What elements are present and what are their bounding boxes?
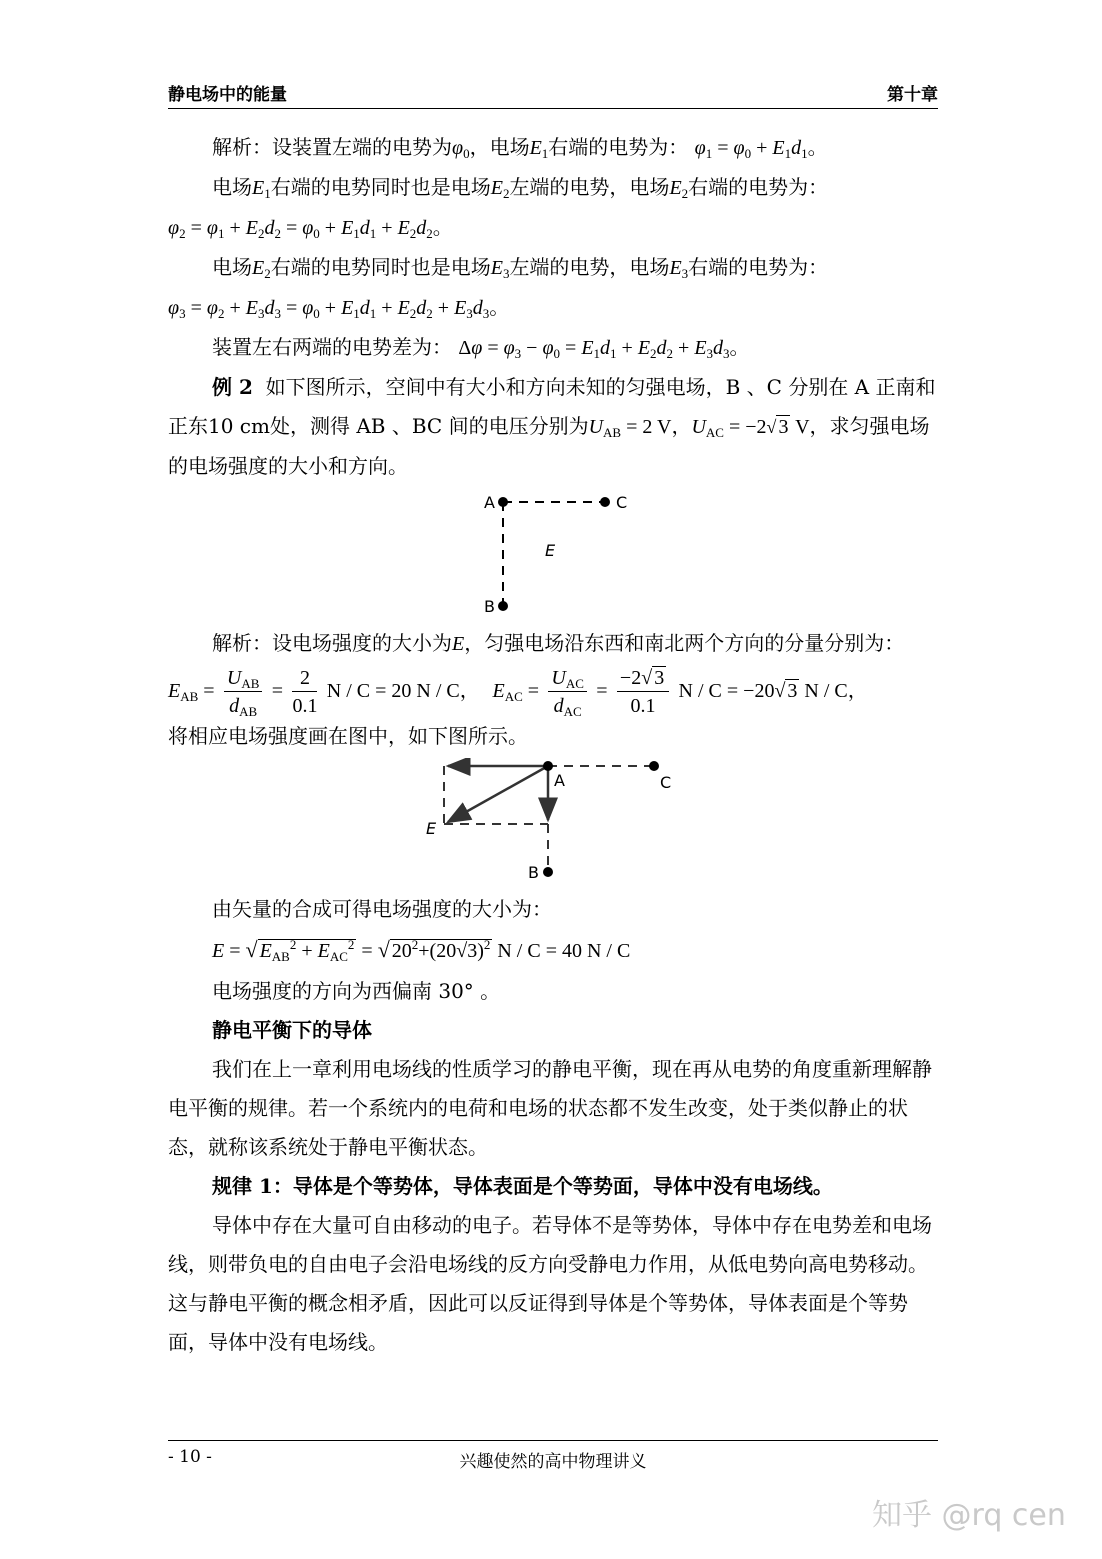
text: 求匀强电场的电场强度的大小和方向。 bbox=[168, 414, 930, 478]
text: 解析：设电场强度的大小为 bbox=[212, 631, 452, 655]
label-c: C bbox=[616, 493, 628, 512]
text: 左端的电势，电场 bbox=[509, 175, 670, 199]
paragraph-potential-e1: 解析：设装置左端的电势为$\varphi_0$，电场$E_1$右端的电势为： $\varphi_1 = \varphi_0 + E_1d_1$。 bbox=[212, 135, 828, 161]
label-b: B bbox=[484, 597, 495, 616]
point-b bbox=[498, 601, 508, 611]
section-title bbox=[168, 1011, 938, 1050]
text: ， bbox=[459, 678, 480, 702]
watermark: 知乎 @rq cen bbox=[872, 1498, 1066, 1533]
example-2-problem: 例 2 如下图所示，空间中有大小和方向未知的匀强电场，B 、C 分别在 A 正南和正东10 cm处，测得 AB 、BC 间的电压分别为$U_{AB} = 2$ V，$U_{AC} = -2√$ 3 V，求匀强电场的电场强度的大小和方向。 bbox=[168, 375, 936, 478]
text: 右端的电势为： bbox=[688, 175, 829, 199]
magnitude-intro bbox=[168, 890, 938, 929]
paragraph-potential-difference: 装置左右两端的电势差为： $\Delta\varphi = \varphi_3 - \varphi_0 = E_1d_1 + E_2d_2 + E_3d_3$。 bbox=[212, 335, 750, 361]
text: 右端的电势同时也是电场 bbox=[270, 175, 491, 199]
text: 。 bbox=[807, 135, 828, 159]
text: ，电场 bbox=[469, 135, 530, 159]
text: 由矢量的合成可得电场强度的大小为： bbox=[212, 897, 552, 921]
label-e: E bbox=[545, 541, 556, 560]
page-number: - 10 - bbox=[168, 1447, 212, 1467]
text: 导体中存在大量可自由移动的电子。若导体不是等势体，导体中存在电势差和电场线，则带负电的自由电子会沿电场线的反方向受静电力作用，从低电势向高电势移动。这与静电平衡的概念相矛盾，因此可以反证得到导体是个等势体，导体表面是个等势面，导体中没有电场线。 bbox=[168, 1212, 932, 1354]
text: 如下图所示，空间中有大小和方向未知的匀强电场，B 、C 分别在 A 正南和正东 bbox=[168, 375, 936, 438]
figure-vector-sum bbox=[418, 758, 688, 888]
text: ， bbox=[671, 414, 692, 438]
rule-1 bbox=[168, 1167, 938, 1206]
section-paragraph-1 bbox=[168, 1050, 938, 1167]
text: 解析：设装置左端的电势为 bbox=[212, 135, 452, 159]
text: 右端的电势为： bbox=[688, 255, 829, 279]
equation-magnitude: E = √ $E_{AB}^2 + E_{AC}^2$ = √ $20^2+(20√3)^2$ N / C = 40 N / C bbox=[212, 937, 631, 964]
text: 右端的电势同时也是电场 bbox=[270, 255, 491, 279]
example-label: 例 2 bbox=[212, 375, 253, 399]
label-a: A bbox=[554, 771, 565, 790]
analysis-2: 解析：设电场强度的大小为E，匀强电场沿东西和南北两个方向的分量分别为： bbox=[212, 631, 905, 655]
text: ， bbox=[809, 414, 830, 438]
text: 我们在上一章利用电场线的性质学习的静电平衡，现在再从电势的角度重新理解静电平衡的规律。若一个系统内的电荷和电场的状态都不发生改变，处于类似静止的状态，就称该系统处于静电平衡状态。 bbox=[168, 1056, 932, 1159]
header-title: 静电场中的能量 bbox=[168, 85, 287, 105]
text: 左端的电势，电场 bbox=[509, 255, 670, 279]
text: 处，测得 AB 、BC 间的电压分别为 bbox=[269, 414, 589, 438]
page-header bbox=[168, 78, 938, 109]
text: 10 cm bbox=[208, 414, 270, 438]
label-b: B bbox=[528, 863, 539, 882]
text: 电场强度的方向为西偏南 30° 。 bbox=[212, 978, 501, 1003]
equation-phi2: $\varphi_2 = \varphi_1 + E_2d_2 = \varphi_0 + E_1d_1 + E_2d_2$。 bbox=[168, 215, 453, 241]
point-c bbox=[649, 761, 659, 771]
direction-statement bbox=[168, 972, 938, 1011]
header-chapter: 第十章 bbox=[887, 85, 938, 105]
paragraph-potential-e2: 电场$E_1$右端的电势同时也是电场$E_2$左端的电势，电场$E_2$右端的电势为： bbox=[212, 175, 829, 201]
page-footer bbox=[168, 1440, 938, 1472]
point-c bbox=[600, 497, 610, 507]
point-b bbox=[543, 867, 553, 877]
footer-title: 兴趣使然的高中物理讲义 bbox=[459, 1452, 647, 1472]
text: 右端的电势为： bbox=[548, 135, 689, 159]
text: 静电平衡下的导体 bbox=[212, 1017, 372, 1042]
page-content bbox=[168, 128, 938, 1362]
label-e: E bbox=[426, 819, 437, 838]
text: 将相应电场强度画在图中，如下图所示。 bbox=[168, 724, 528, 748]
label-c: C bbox=[660, 773, 672, 792]
vector-e-resultant bbox=[448, 766, 548, 822]
text: ， bbox=[847, 678, 868, 702]
text: 装置左右两端的电势差为： bbox=[212, 335, 452, 359]
point-a bbox=[543, 761, 553, 771]
text: 电场 bbox=[212, 175, 252, 199]
section-paragraph-2 bbox=[168, 1206, 938, 1362]
point-a bbox=[498, 497, 508, 507]
paragraph-potential-e3: 电场$E_2$右端的电势同时也是电场$E_3$左端的电势，电场$E_3$右端的电势为： bbox=[212, 255, 829, 281]
analysis-2-draw bbox=[168, 717, 938, 756]
text: ，匀强电场沿东西和南北两个方向的分量分别为： bbox=[464, 631, 905, 655]
text: 电场 bbox=[212, 255, 252, 279]
equation-components: $E_{AB}$ = $\frac{U_{AB}}{d_{AB}}$ = $\frac{2}{0.1}$ N / C = 20 N / C， $E_{AC}$ = $\frac{U_{AC}}{d_{AC}}$ = $\frac{-2√ 3}{0.1}$ N / C = −20√ 3 N / C， bbox=[168, 666, 868, 719]
equation-phi3: $\varphi_3 = \varphi_2 + E_3d_3 = \varphi_0 + E_1d_1 + E_2d_2 + E_3d_3$。 bbox=[168, 295, 510, 321]
figure-points-abc bbox=[453, 490, 653, 620]
text: 规律 1：导体是个等势体，导体表面是个等势面，导体中没有电场线。 bbox=[212, 1173, 833, 1198]
label-a: A bbox=[484, 493, 495, 512]
